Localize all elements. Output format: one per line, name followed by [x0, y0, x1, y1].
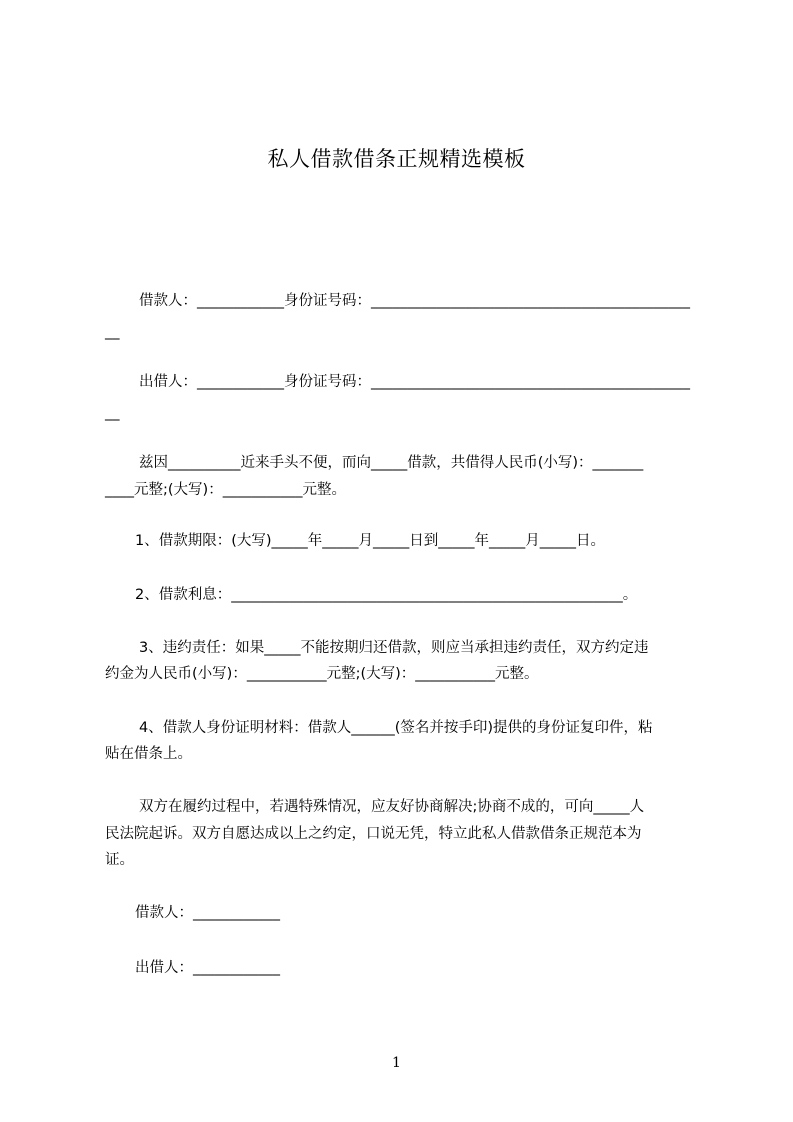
page-number: 1 — [392, 1055, 401, 1071]
reason-paragraph-line-2: ____元整;(大写)：___________元整。 — [105, 482, 346, 498]
dispute-paragraph-line-1: 双方在履约过程中，若遇特殊情况，应友好协商解决;协商不成的，可向_____人 — [139, 799, 645, 815]
clause-loan-term: 1、借款期限：(大写)_____年_____月_____日到_____年_____月_____日。 — [135, 533, 606, 549]
document-title: 私人借款借条正规精选模板 — [267, 147, 526, 171]
borrower-line-continuation: __ — [105, 324, 120, 340]
clause-loan-interest: 2、借款利息：______________________________________________________。 — [135, 587, 638, 603]
clause-breach-line-2: 约金为人民币(小写)：___________元整;(大写)：___________元整。 — [105, 666, 539, 682]
dispute-paragraph-line-3: 证。 — [105, 852, 134, 868]
clause-breach-line-1: 3、违约责任：如果_____不能按期归还借款，则应当承担违约责任，双方约定违 — [139, 640, 649, 656]
lender-line-continuation: __ — [105, 405, 120, 421]
clause-id-materials-line-1: 4、借款人身份证明材料：借款人______(签名并按手印)提供的身份证复印件，粘 — [139, 720, 653, 736]
reason-paragraph-line-1: 兹因__________近来手头不便，而向_____借款，共借得人民币(小写)：_______ — [139, 455, 644, 471]
clause-id-materials-line-2: 贴在借条上。 — [105, 746, 192, 762]
borrower-line: 借款人：____________身份证号码：____________________________________________ — [139, 293, 690, 309]
lender-line: 出借人：____________身份证号码：____________________________________________ — [139, 374, 690, 390]
signature-lender: 出借人：____________ — [135, 960, 280, 976]
dispute-paragraph-line-2: 民法院起诉。双方自愿达成以上之约定，口说无凭，特立此私人借款借条正规范本为 — [105, 826, 642, 842]
signature-borrower: 借款人：____________ — [135, 905, 280, 921]
